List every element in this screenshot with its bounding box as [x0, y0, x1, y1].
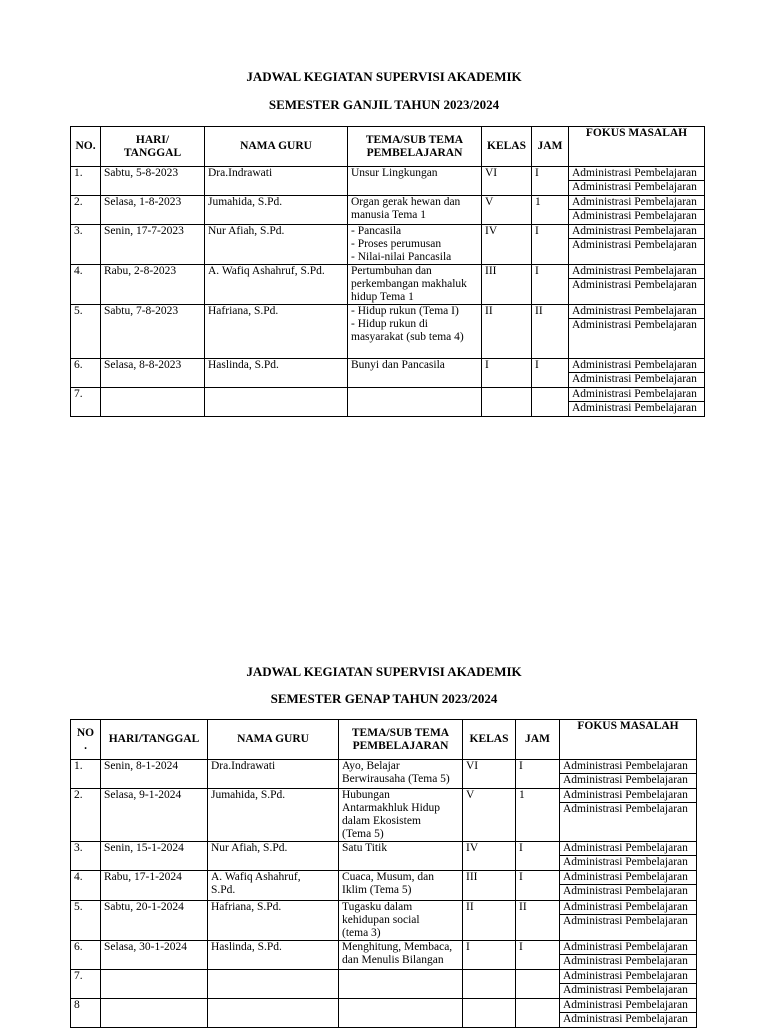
cell-no: 3.	[71, 225, 101, 265]
schedule-table-genap	[70, 719, 697, 1028]
cell-guru: Jumahida, S.Pd.	[205, 196, 348, 225]
header-kelas: KELAS	[463, 720, 516, 760]
fokus-item: Administrasi Pembelajaran	[569, 305, 704, 319]
table-row	[71, 789, 697, 842]
cell-fokus	[560, 760, 697, 789]
fokus-item: Administrasi Pembelajaran	[572, 402, 697, 414]
header-guru: NAMA GURU	[208, 720, 339, 760]
cell-kelas: V	[463, 789, 516, 842]
cell-fokus	[560, 871, 697, 901]
cell-kelas: I	[463, 941, 516, 970]
cell-fokus	[569, 305, 705, 359]
cell-guru: Haslinda, S.Pd.	[208, 941, 339, 970]
cell-kelas	[463, 999, 516, 1028]
cell-hari: Rabu, 17-1-2024	[101, 871, 208, 901]
fokus-item: Administrasi Pembelajaran	[572, 181, 697, 193]
cell-guru: Nur Afiah, S.Pd.	[208, 842, 339, 871]
cell-guru	[208, 999, 339, 1028]
cell-jam: 1	[516, 789, 560, 842]
fokus-item: Administrasi Pembelajaran	[563, 1013, 688, 1025]
cell-no: 1.	[71, 167, 101, 196]
cell-jam: I	[516, 871, 560, 901]
section-1-title: JADWAL KEGIATAN SUPERVISI AKADEMIK	[246, 69, 522, 84]
cell-hari: Selasa, 8-8-2023	[101, 359, 205, 388]
cell-guru	[205, 388, 348, 417]
table-row	[71, 901, 697, 941]
cell-tema: Bunyi dan Pancasila	[348, 359, 482, 388]
cell-hari: Sabtu, 7-8-2023	[101, 305, 205, 359]
cell-no: 4.	[71, 265, 101, 305]
cell-hari	[101, 999, 208, 1028]
cell-fokus	[569, 388, 705, 417]
fokus-item: Administrasi Pembelajaran	[572, 239, 697, 251]
fokus-item: Administrasi Pembelajaran	[563, 856, 688, 868]
cell-no: 2.	[71, 789, 101, 842]
cell-jam	[516, 999, 560, 1028]
cell-fokus	[560, 901, 697, 941]
cell-hari	[101, 388, 205, 417]
fokus-item: Administrasi Pembelajaran	[563, 803, 688, 815]
table-row	[71, 196, 705, 225]
fokus-item: Administrasi Pembelajaran	[569, 388, 704, 402]
cell-tema: Organ gerak hewan dan manusia Tema 1	[348, 196, 482, 225]
fokus-item: Administrasi Pembelajaran	[560, 970, 696, 984]
cell-tema: Pertumbuhan dan perkembangan makhaluk hidup Tema 1	[348, 265, 482, 305]
cell-no: 7.	[71, 970, 101, 999]
cell-no: 6.	[71, 359, 101, 388]
cell-kelas: IV	[482, 225, 532, 265]
header-hari: HARI/ TANGGAL	[101, 127, 205, 167]
fokus-item: Administrasi Pembelajaran	[560, 901, 696, 915]
cell-kelas: III	[482, 265, 532, 305]
table-row	[71, 265, 705, 305]
header-kelas: KELAS	[482, 127, 532, 167]
cell-tema	[348, 388, 482, 417]
cell-jam	[532, 388, 569, 417]
cell-guru	[208, 970, 339, 999]
cell-guru: Nur Afiah, S.Pd.	[205, 225, 348, 265]
fokus-item: Administrasi Pembelajaran	[563, 885, 688, 897]
header-no: NO .	[71, 720, 101, 760]
cell-guru: Dra.Indrawati	[208, 760, 339, 789]
table-row	[71, 999, 697, 1028]
cell-kelas: I	[482, 359, 532, 388]
cell-no: 4.	[71, 871, 101, 901]
fokus-item: Administrasi Pembelajaran	[569, 265, 704, 279]
cell-tema: - Pancasila - Proses perumusan - Nilai-nilai Pancasila	[348, 225, 482, 265]
cell-tema	[339, 999, 463, 1028]
cell-no: 5.	[71, 901, 101, 941]
fokus-item: Administrasi Pembelajaran	[572, 319, 697, 331]
table-row	[71, 941, 697, 970]
cell-fokus	[569, 167, 705, 196]
cell-fokus	[560, 970, 697, 999]
cell-tema: Tugasku dalam kehidupan social (tema 3)	[339, 901, 463, 941]
fokus-item: Administrasi Pembelajaran	[563, 915, 688, 927]
fokus-item: Administrasi Pembelajaran	[563, 984, 688, 996]
cell-jam: I	[532, 167, 569, 196]
cell-fokus	[560, 999, 697, 1028]
cell-kelas: II	[463, 901, 516, 941]
cell-guru: Hafriana, S.Pd.	[208, 901, 339, 941]
cell-tema	[339, 970, 463, 999]
fokus-item: Administrasi Pembelajaran	[569, 196, 704, 210]
table-header-row	[71, 720, 697, 760]
header-hari: HARI/TANGGAL	[101, 720, 208, 760]
cell-guru: Hafriana, S.Pd.	[205, 305, 348, 359]
section-2-subtitle: SEMESTER GENAP TAHUN 2023/2024	[270, 691, 498, 706]
table-row	[71, 871, 697, 901]
schedule-table-ganjil	[70, 126, 705, 417]
cell-hari: Selasa, 30-1-2024	[101, 941, 208, 970]
cell-kelas: VI	[482, 167, 532, 196]
cell-tema: Ayo, Belajar Berwirausaha (Tema 5)	[339, 760, 463, 789]
cell-fokus	[560, 842, 697, 871]
header-jam: JAM	[516, 720, 560, 760]
header-fokus: FOKUS MASALAH	[569, 127, 705, 167]
cell-guru: Haslinda, S.Pd.	[205, 359, 348, 388]
cell-kelas: IV	[463, 842, 516, 871]
header-tema: TEMA/SUB TEMA PEMBELAJARAN	[348, 127, 482, 167]
cell-jam: 1	[532, 196, 569, 225]
cell-fokus	[569, 359, 705, 388]
fokus-item: Administrasi Pembelajaran	[560, 871, 696, 885]
cell-jam: I	[532, 265, 569, 305]
table-row	[71, 305, 705, 359]
cell-kelas: VI	[463, 760, 516, 789]
cell-tema: - Hidup rukun (Tema I) - Hidup rukun di masyarakat (sub tema 4)	[348, 305, 482, 359]
cell-hari: Senin, 17-7-2023	[101, 225, 205, 265]
cell-tema: Menghitung, Membaca, dan Menulis Bilangan	[339, 941, 463, 970]
cell-hari: Senin, 8-1-2024	[101, 760, 208, 789]
header-no: NO.	[71, 127, 101, 167]
cell-kelas: II	[482, 305, 532, 359]
fokus-item: Administrasi Pembelajaran	[563, 774, 688, 786]
fokus-item: Administrasi Pembelajaran	[572, 279, 697, 291]
cell-no: 6.	[71, 941, 101, 970]
cell-fokus	[560, 941, 697, 970]
cell-jam: I	[532, 225, 569, 265]
cell-kelas	[463, 970, 516, 999]
fokus-item: Administrasi Pembelajaran	[572, 210, 697, 222]
cell-no: 7.	[71, 388, 101, 417]
table-header-row	[71, 127, 705, 167]
fokus-item: Administrasi Pembelajaran	[560, 941, 696, 955]
cell-jam: I	[516, 941, 560, 970]
cell-hari: Senin, 15-1-2024	[101, 842, 208, 871]
table-row	[71, 388, 705, 417]
cell-jam	[516, 970, 560, 999]
cell-hari	[101, 970, 208, 999]
cell-fokus	[569, 225, 705, 265]
cell-hari: Sabtu, 20-1-2024	[101, 901, 208, 941]
cell-guru: Jumahida, S.Pd.	[208, 789, 339, 842]
table-row	[71, 225, 705, 265]
header-fokus: FOKUS MASALAH	[560, 720, 697, 760]
fokus-item: Administrasi Pembelajaran	[560, 842, 696, 856]
table-row	[71, 167, 705, 196]
cell-tema: Satu Titik	[339, 842, 463, 871]
cell-hari: Selasa, 1-8-2023	[101, 196, 205, 225]
cell-no: 8	[71, 999, 101, 1028]
header-tema: TEMA/SUB TEMA PEMBELAJARAN	[339, 720, 463, 760]
fokus-item: Administrasi Pembelajaran	[569, 225, 704, 239]
cell-guru: A. Wafiq Ashahruf, S.Pd.	[208, 871, 339, 901]
fokus-item: Administrasi Pembelajaran	[569, 359, 704, 373]
header-jam: JAM	[532, 127, 569, 167]
cell-kelas: V	[482, 196, 532, 225]
cell-no: 1.	[71, 760, 101, 789]
cell-jam: II	[532, 305, 569, 359]
cell-jam: I	[532, 359, 569, 388]
header-guru: NAMA GURU	[205, 127, 348, 167]
cell-hari: Rabu, 2-8-2023	[101, 265, 205, 305]
table-row	[71, 760, 697, 789]
fokus-item: Administrasi Pembelajaran	[569, 167, 704, 181]
table-row	[71, 842, 697, 871]
cell-hari: Selasa, 9-1-2024	[101, 789, 208, 842]
fokus-item: Administrasi Pembelajaran	[563, 955, 688, 967]
fokus-item: Administrasi Pembelajaran	[560, 789, 696, 803]
table-row	[71, 970, 697, 999]
table-row	[71, 359, 705, 388]
section-2-title: JADWAL KEGIATAN SUPERVISI AKADEMIK	[246, 664, 522, 679]
fokus-item: Administrasi Pembelajaran	[560, 760, 696, 774]
cell-no: 3.	[71, 842, 101, 871]
fokus-item: Administrasi Pembelajaran	[572, 373, 697, 385]
cell-jam: II	[516, 901, 560, 941]
cell-tema: Cuaca, Musum, dan Iklim (Tema 5)	[339, 871, 463, 901]
cell-kelas: III	[463, 871, 516, 901]
cell-fokus	[569, 265, 705, 305]
cell-tema: Hubungan Antarmakhluk Hidup dalam Ekosistem (Tema 5)	[339, 789, 463, 842]
cell-tema: Unsur Lingkungan	[348, 167, 482, 196]
cell-jam: I	[516, 760, 560, 789]
cell-no: 2.	[71, 196, 101, 225]
section-1-subtitle: SEMESTER GANJIL TAHUN 2023/2024	[268, 97, 500, 112]
fokus-item: Administrasi Pembelajaran	[560, 999, 696, 1013]
cell-fokus	[569, 196, 705, 225]
cell-no: 5.	[71, 305, 101, 359]
cell-jam: I	[516, 842, 560, 871]
cell-kelas	[482, 388, 532, 417]
cell-fokus	[560, 789, 697, 842]
cell-hari: Sabtu, 5-8-2023	[101, 167, 205, 196]
cell-guru: Dra.Indrawati	[205, 167, 348, 196]
cell-guru: A. Wafiq Ashahruf, S.Pd.	[205, 265, 348, 305]
